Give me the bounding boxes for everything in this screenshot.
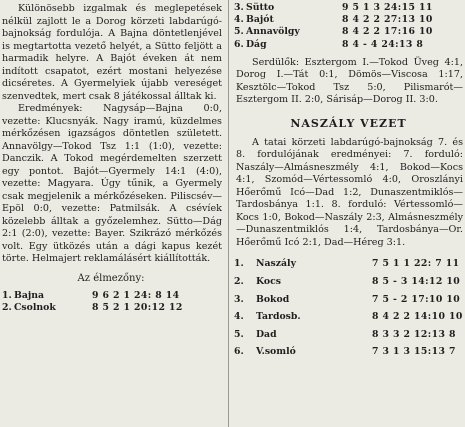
rank: 6.	[234, 38, 244, 50]
rank: 4.	[234, 14, 244, 26]
team-name: Naszály	[256, 258, 296, 270]
rank: 1.	[2, 289, 12, 301]
left-column	[0, 0, 222, 316]
standings-row	[2, 302, 222, 316]
team-stats: 8 5 2 1 20:12 12	[92, 301, 183, 313]
team-stats: 9 6 2 1 24: 8 14	[92, 289, 180, 301]
team-name: Kocs	[256, 275, 281, 287]
standings-row	[234, 291, 463, 309]
team-stats: 8 4 - 4 24:13 8	[342, 38, 424, 50]
continued-standings-table	[234, 2, 463, 51]
left-standings-table	[0, 290, 222, 316]
standings-row	[234, 343, 463, 361]
standings-row	[234, 2, 463, 14]
team-stats: 9 5 1 3 24:15 11	[342, 2, 433, 13]
column-divider	[228, 0, 229, 427]
rank: 2.	[2, 301, 12, 313]
team-stats: 8 4 2 2 17:16 10	[342, 26, 433, 38]
rank: 2.	[234, 275, 244, 287]
standings-row	[234, 273, 463, 291]
team-stats: 8 3 3 2 12:13 8	[372, 328, 456, 340]
team-name: Annavölgy	[246, 26, 300, 38]
team-name: Bajót	[246, 14, 274, 26]
rank: 5.	[234, 328, 244, 340]
team-name: Dág	[246, 38, 267, 50]
standings-row	[234, 255, 463, 273]
standings-row	[234, 26, 463, 38]
right-column	[234, 0, 463, 361]
rank: 4.	[234, 311, 244, 323]
standings-row	[234, 39, 463, 51]
standings-label: Az élmezőny:	[77, 272, 145, 284]
standings-row	[2, 290, 222, 302]
rank: 3.	[234, 2, 244, 13]
rank: 1.	[234, 258, 244, 270]
results-paragraph: Eredmények: Nagysáp—Bajna 0:0, vezette: Klucsnyák. Nagy iramú, küzdelmes mérkőzésen igazságos döntetlen született. Annavölgy—Tokod Tsz 1:1 (1:0), vezette: Danczik. A Tokod megérdemelten szerzett egy pontot. Bajót—Gyermely 14:1 (4:0), vezette: Magyara. Úgy tűnik, a Gyermely csak megjelenik a mérkőzéseken. Piliscsév—Epöl 0:0, vezette: Patmilsák. A csévíek közelebb álltak a győzelemhez. Sütto—Dág 2:1 (2:0), vezette: Bayer. Szikrázó mérkőzés volt. Egy ütközés után a dági kapus kezét törte. Helmajert reklamálásért kiállították.	[2, 103, 222, 264]
team-stats: 7 5 1 1 22: 7 11	[372, 258, 460, 270]
standings-row	[234, 14, 463, 26]
team-name: Csolnok	[14, 301, 56, 313]
rank: 6.	[234, 346, 244, 358]
team-stats: 7 3 1 3 15:13 7	[372, 346, 456, 358]
team-name: Bokod	[256, 293, 290, 305]
team-name: Bajna	[14, 289, 45, 301]
junior-results-paragraph: Serdülők: Esztergom I.—Tokod Üveg 4:1, Dorog I.—Tát 0:1, Dömös—Viscosa 1:17, Kesztölc—Tokod Tsz 5:0, Pilismarót—Esztergom II. 2:0, Sárisáp—Dorog II. 3:0.	[236, 56, 463, 106]
team-stats: 8 4 2 2 14:10 10	[372, 311, 463, 323]
naszaly-standings-table	[234, 255, 463, 361]
team-name: Tardosb.	[256, 311, 301, 323]
intro-paragraph: Különösebb izgalmak és meglepetések nélkül zajlott le a Dorog körzeti labdarúgó-bajnokság fordulója. A Bajna döntetlenjével is megtartotta vezető helyét, a Sütto feljött a harmadik helyre. A Bajót éveken át nem indított csapatot, ezért mostani helyezése dicséretes. A Gyermelyiek újabb vereséget szenvedtek, mert csak 8 játékossal álltak ki.	[2, 3, 222, 102]
naszaly-results-paragraph: A tatai körzeti labdarúgó-bajnokság 7. és 8. fordulójának eredményei: 7. forduló: Naszály—Almásneszmély 4:1, Bokod—Kocs 4:1, Szomód—Vértessomló 4:0, Oroszlányi Hőerőmű Icó—Dad 1:2, Dunaszentmiklós—Tardosbánya 1:1. 8. forduló: Vértessomló—Kocs 1:0, Bokod—Naszály 2:3, Almásneszmély—Dunaszentmiklós 1:4, Tardosbánya—Or. Hőerőmű Icó 2:1, Dad—Héreg 3:1.	[236, 136, 463, 248]
team-name: Dad	[256, 328, 277, 340]
rank: 3.	[234, 293, 244, 305]
standings-row	[234, 326, 463, 344]
team-stats: 7 5 - 2 17:10 10	[372, 293, 461, 305]
standings-row	[234, 308, 463, 326]
team-name: Sütto	[246, 2, 275, 13]
rank: 5.	[234, 26, 244, 38]
article-heading: NASZÁLY VEZET	[290, 116, 407, 130]
team-name: V.somló	[256, 346, 296, 358]
team-stats: 8 4 2 2 27:13 10	[342, 14, 433, 26]
team-stats: 8 5 - 3 14:12 10	[372, 275, 461, 287]
